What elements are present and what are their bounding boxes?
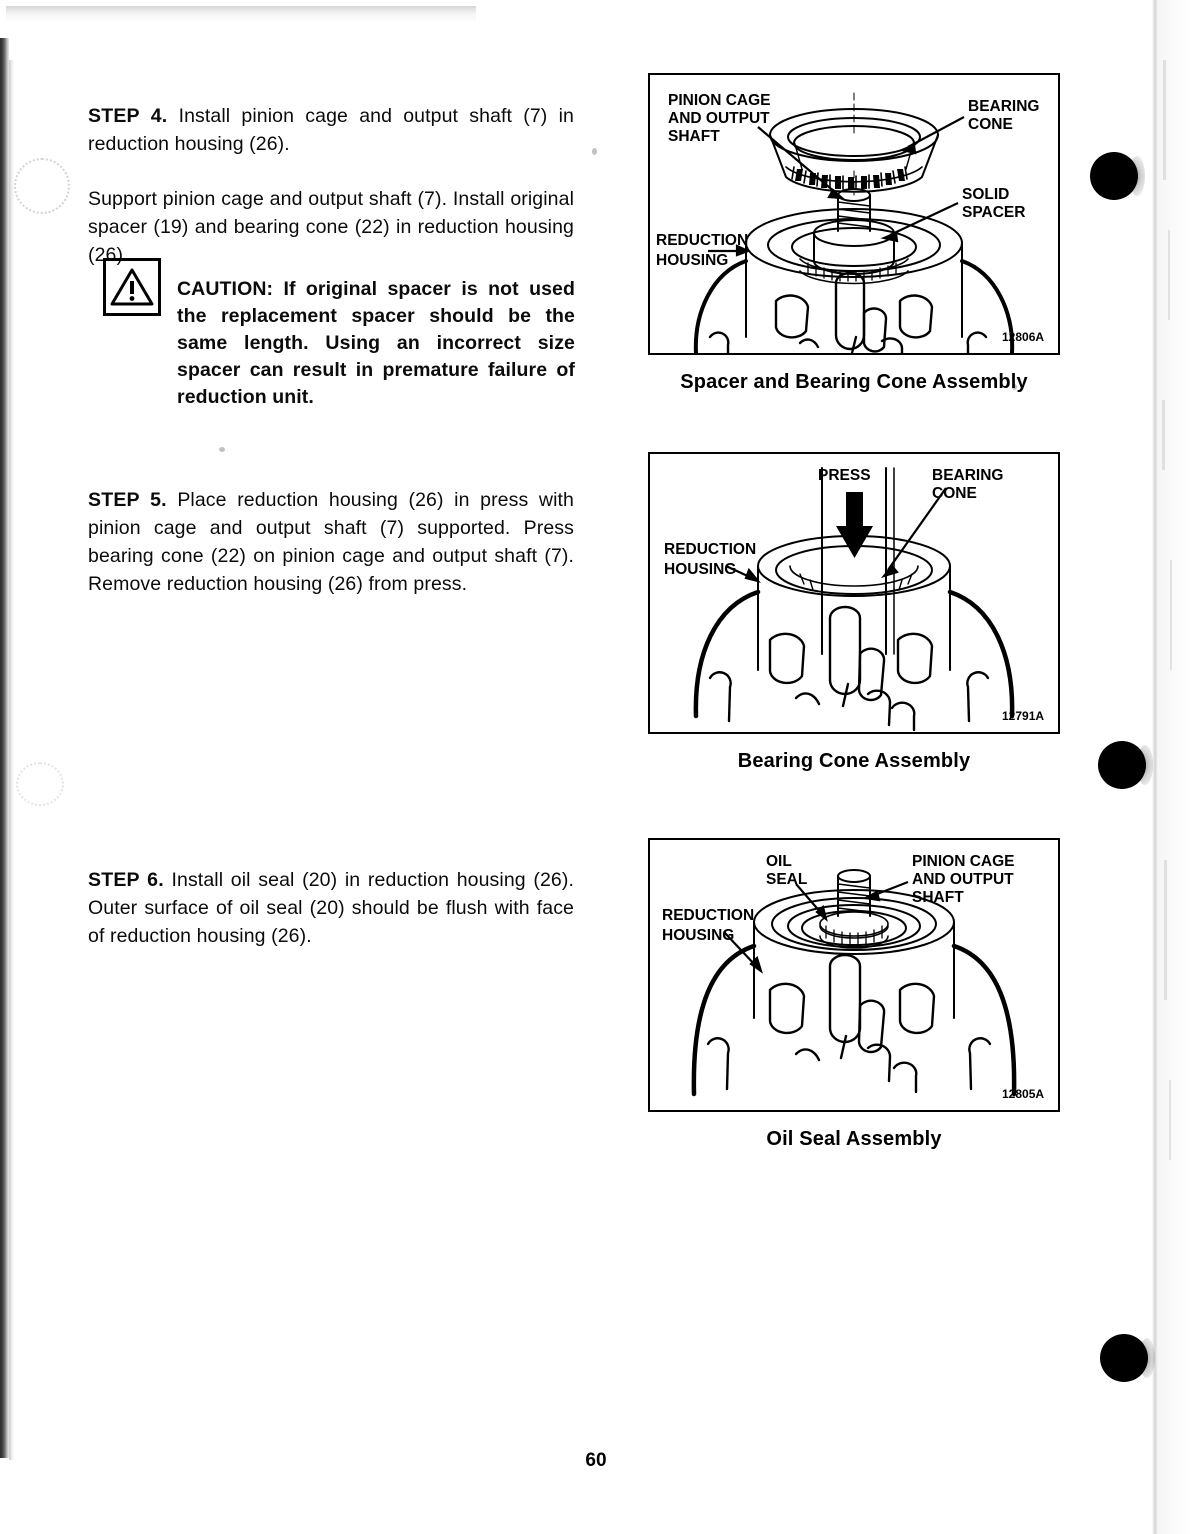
figure-3-caption: Oil Seal Assembly — [766, 1128, 942, 1150]
scan-smudge-top — [6, 6, 476, 22]
scan-ghost-circle-upper — [14, 158, 70, 214]
figure-2-id: 12791A — [1002, 709, 1045, 723]
step-6-label: STEP 6. — [88, 868, 164, 891]
figure-2-label-press: PRESS — [818, 467, 871, 484]
figure-3-label-reduction-housing-line2: HOUSING — [662, 927, 735, 944]
scan-fleck — [1170, 560, 1172, 670]
figure-1-illustration — [650, 75, 1058, 353]
scan-fleck — [1163, 60, 1166, 180]
caution-block — [103, 256, 575, 430]
page-number: 60 — [585, 1450, 607, 1471]
figure-1-caption: Spacer and Bearing Cone Assembly — [680, 371, 1028, 393]
step-5-text: Place reduction housing (26) in press with pinion cage and output shaft (7) supported. Press bearing cone (22) on pinion cage and output shaft (7). Remove reduction housing (26) from press. — [88, 488, 574, 595]
press-direction-arrow — [836, 492, 873, 558]
step-5-label: STEP 5. — [88, 488, 167, 511]
hole-punch-mark-1 — [1090, 152, 1138, 200]
figure-oil-seal-assembly — [648, 838, 1060, 1151]
scan-fleck — [1169, 1080, 1171, 1160]
figure-1-label-pinion-cage-line3: SHAFT — [668, 128, 720, 145]
figure-3-label-pinion-cage-line1: PINION CAGE — [912, 853, 1015, 870]
figure-1-label-bearing-cone-line2: CONE — [968, 116, 1013, 133]
figure-spacer-and-bearing-cone — [648, 73, 1060, 394]
figure-2-label-reduction-housing-line2: HOUSING — [664, 561, 737, 578]
scan-fleck — [1162, 400, 1165, 470]
step-6-paragraph — [88, 866, 574, 950]
step-4-text: Install pinion cage and output shaft (7) in reduction housing (26). — [88, 104, 574, 155]
figure-1-label-reduction-housing-line1: REDUCTION — [656, 232, 749, 249]
step-4-label: STEP 4. — [88, 104, 168, 127]
figure-3-label-pinion-cage-line3: SHAFT — [912, 889, 964, 906]
figure-1-label-pinion-cage-line1: PINION CAGE — [668, 92, 771, 109]
figure-3-label-pinion-cage-line2: AND OUTPUT — [912, 871, 1014, 888]
scan-speck — [592, 148, 597, 155]
support-paragraph: Support pinion cage and output shaft (7). Install original spacer (19) and bearing cone (22) in reduction housing (26). — [88, 187, 574, 266]
figure-1-label-pinion-cage-line2: AND OUTPUT — [668, 110, 770, 127]
figure-bearing-cone-assembly — [648, 452, 1060, 773]
figure-2-frame — [648, 452, 1060, 734]
scan-fleck — [1164, 860, 1167, 1000]
step-4-paragraph — [88, 102, 574, 158]
warning-triangle-icon — [103, 258, 161, 316]
hole-punch-mark-2 — [1098, 741, 1146, 789]
figure-3-frame — [648, 838, 1060, 1112]
figure-2-illustration — [650, 454, 1058, 732]
scan-edge-left — [0, 38, 9, 1458]
figure-3-illustration — [650, 840, 1058, 1110]
figure-3-label-oil-seal-line1: OIL — [766, 853, 792, 870]
figure-1-label-solid-spacer-line2: SPACER — [962, 204, 1026, 221]
figure-2-label-reduction-housing-line1: REDUCTION — [664, 541, 757, 558]
hole-punch-mark-3 — [1100, 1334, 1148, 1382]
figure-2-label-bearing-cone-line1: BEARING — [932, 467, 1004, 484]
figure-1-id: 12806A — [1002, 330, 1045, 344]
scan-ghost-circle-lower — [16, 762, 64, 806]
figure-3-id: 12805A — [1002, 1087, 1045, 1101]
figure-1-frame — [648, 73, 1060, 355]
scan-speck — [219, 447, 225, 452]
figure-2-caption: Bearing Cone Assembly — [737, 750, 971, 772]
caution-text: CAUTION: If original spacer is not used the replacement spacer should be the same length. Using an incorrect size spacer can result in premature failure of reduction unit. — [177, 277, 575, 408]
step-5-block — [88, 466, 574, 617]
figure-2-label-bearing-cone-line2: CONE — [932, 485, 977, 502]
scan-fleck — [1168, 230, 1170, 320]
step-4-block — [88, 82, 574, 177]
figure-1-label-bearing-cone-line1: BEARING — [968, 98, 1040, 115]
figure-3-label-oil-seal-line2: SEAL — [766, 871, 808, 888]
step-6-text: Install oil seal (20) in reduction housing (26). Outer surface of oil seal (20) should be flush with face of reduction housing (26). — [88, 868, 574, 947]
figure-1-label-reduction-housing-line2: HOUSING — [656, 252, 729, 269]
scan-right-panel — [1158, 0, 1192, 1534]
scan-edge-left-soft — [9, 60, 14, 1460]
figure-3-label-reduction-housing-line1: REDUCTION — [662, 907, 755, 924]
step-6-block — [88, 846, 574, 969]
figure-1-label-solid-spacer-line1: SOLID — [962, 186, 1010, 203]
step-5-paragraph — [88, 486, 574, 598]
